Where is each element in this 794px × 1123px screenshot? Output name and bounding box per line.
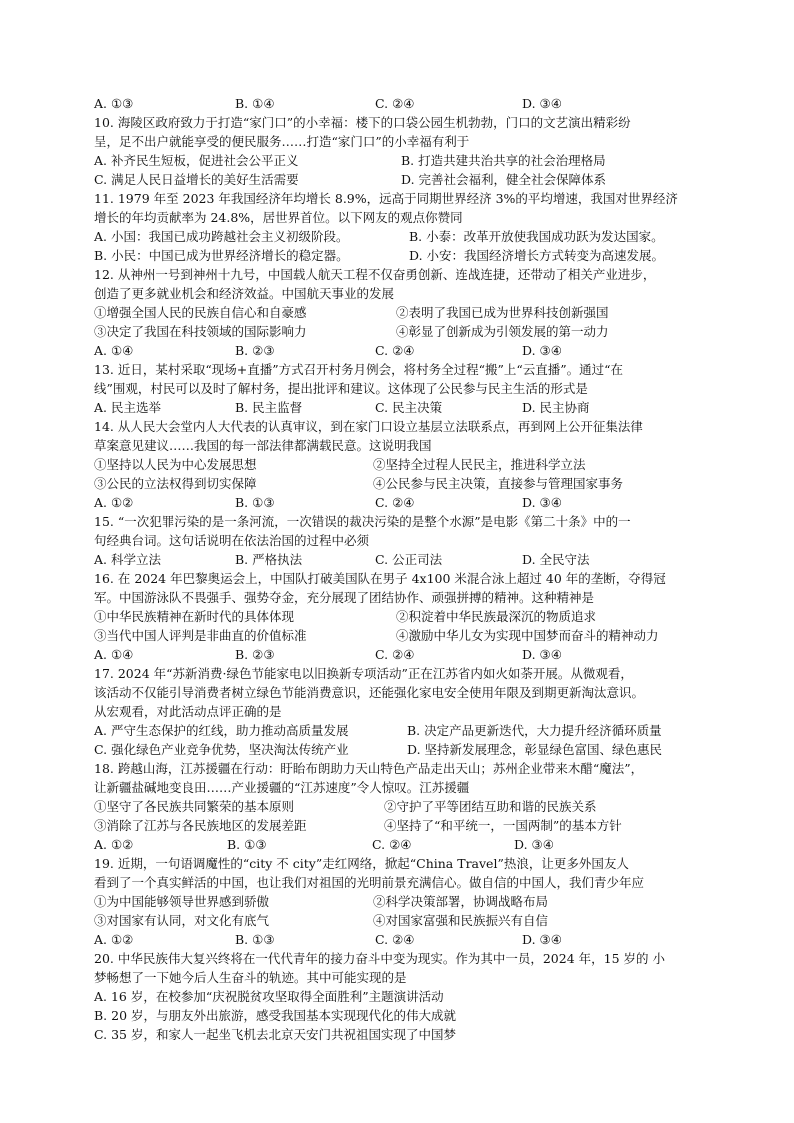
q18-option-a: A. ①② [94, 837, 134, 852]
q18-option-d: D. ③④ [514, 837, 554, 852]
q14-stem-line-1: 14. 从人民大会堂内人大代表的认真审议，到在家门口设立基层立法联系点，再到网上公开征集法律 [94, 419, 643, 434]
q20-option-b: B. 20 岁，与朋友外出旅游，感受我国基本实现现代化的伟大成就 [94, 1008, 457, 1023]
q13-stem-line-1: 13. 近日，某村采取“现场+直播”方式召开村务月例会，将村务全过程“搬”上“云直播”。通过“在 [94, 362, 624, 377]
q17-option-c: C. 强化绿色产业竞争优势，坚决淘汰传统产业 [94, 742, 349, 757]
q16-option-a: A. ①④ [94, 647, 134, 662]
q18-item-1: ①坚守了各民族共同繁荣的基本原则 [94, 799, 295, 814]
q19-item-4: ④对国家富强和民族振兴有自信 [373, 913, 549, 928]
q13-option-b: B. 民主监督 [235, 400, 303, 415]
q17-option-d: D. 坚持新发展理念，彰显绿色富国、绿色惠民 [407, 742, 663, 757]
q18-option-b: B. ①③ [227, 837, 267, 852]
q19-stem-line-2: 看到了一个真实鲜活的中国，也让我们对祖国的光明前景充满信心。做自信的中国人，我们青少年应 [94, 875, 645, 890]
q19-item-2: ②科学决策部署，协调战略布局 [373, 894, 549, 909]
q11-stem-line-2: 增长的年均贡献率为 24.8%，居世界首位。以下网友的观点你赞同 [94, 210, 463, 225]
q14-item-2: ②坚持全过程人民民主，推进科学立法 [373, 457, 586, 472]
q16-item-4: ④激励中华儿女为实现中国梦而奋斗的精神动力 [396, 628, 659, 643]
q10-option-a: A. 补齐民生短板，促进社会公平正义 [94, 153, 299, 168]
q16-item-2: ②积淀着中华民族最深沉的物质追求 [396, 609, 597, 624]
q18-option-c: C. ②④ [372, 837, 412, 852]
q9-option-d: D. ③④ [522, 96, 562, 111]
q12-option-c: C. ②④ [375, 343, 415, 358]
q18-stem-line-1: 18. 跨越山海，江苏援疆在行动：盱眙布朗助力天山特色产品走出天山；苏州企业带来木醋“魔法”， [94, 761, 644, 776]
q11-option-b: B. 小泰：改革开放使我国成功跃为发达国家。 [409, 229, 664, 244]
q17-stem-line-2: 该活动不仅能引导消费者树立绿色节能消费意识，还能强化家电安全使用年限及到期更新淘汰意识。 [94, 685, 645, 700]
q13-option-a: A. 民主选举 [94, 400, 161, 415]
q15-option-d: D. 全民守法 [522, 552, 590, 567]
q20-option-c: C. 35 岁，和家人一起坐飞机去北京天安门共祝祖国实现了中国梦 [94, 1027, 456, 1042]
q14-item-1: ①坚持以人民为中心发展思想 [94, 457, 257, 472]
q20-stem-line-2: 梦畅想了一下她今后人生奋斗的轨迹。其中可能实现的是 [94, 970, 407, 985]
q19-stem-line-1: 19. 近期，一句语调魔性的“city 不 city”走红网络，掀起“China Travel”热浪，让更多外国友人 [94, 856, 629, 871]
q18-item-3: ③消除了江苏与各民族地区的发展差距 [94, 818, 307, 833]
q14-option-c: C. ②④ [375, 495, 415, 510]
q12-option-a: A. ①④ [94, 343, 134, 358]
q13-option-c: C. 民主决策 [375, 400, 443, 415]
q14-stem-line-2: 草案意见建议……我国的每一部法律都满载民意。这说明我国 [94, 438, 432, 453]
q10-option-b: B. 打造共建共治共享的社会治理格局 [401, 153, 606, 168]
q19-item-3: ③对国家有认同，对文化有底气 [94, 913, 270, 928]
q12-option-b: B. ②③ [235, 343, 275, 358]
q12-option-d: D. ③④ [522, 343, 562, 358]
q11-option-d: D. 小安：我国经济增长方式转变为高速发展。 [409, 248, 665, 263]
q18-item-4: ④坚持了“和平统一，一国两制”的基本方针 [384, 818, 622, 833]
q14-item-4: ④公民参与民主决策，直接参与管理国家事务 [373, 476, 624, 491]
q18-item-2: ②守护了平等团结互助和谐的民族关系 [384, 799, 597, 814]
q14-option-b: B. ①③ [235, 495, 275, 510]
q12-stem-line-1: 12. 从神州一号到神州十九号，中国载人航天工程不仅奋勇创新、连战连捷，还带动了相关产业进步， [94, 267, 656, 282]
q9-option-c: C. ②④ [375, 96, 415, 111]
q10-stem-line-2: 呈，足不出户就能享受的便民服务……打造“家门口”的小幸福有利于 [94, 134, 470, 149]
q11-option-a: A. 小国：我国已成功跨越社会主义初级阶段。 [94, 229, 349, 244]
q19-option-b: B. ①③ [235, 932, 275, 947]
q19-option-c: C. ②④ [375, 932, 415, 947]
q14-option-d: D. ③④ [522, 495, 562, 510]
q19-option-a: A. ①② [94, 932, 134, 947]
q9-option-b: B. ①④ [235, 96, 275, 111]
q14-item-3: ③公民的立法权得到切实保障 [94, 476, 257, 491]
q17-stem-line-3: 从宏观看，对此活动点评正确的是 [94, 704, 282, 719]
q15-stem-line-2: 句经典台词。这句话说明在依法治国的过程中必须 [94, 533, 370, 548]
q16-option-b: B. ②③ [235, 647, 275, 662]
q17-stem-line-1: 17. 2024 年“苏新消费·绿色节能家电以旧换新专项活动”正在江苏省内如火如荼开展。从微观看， [94, 666, 633, 681]
q10-option-c: C. 满足人民日益增长的美好生活需要 [94, 172, 299, 187]
q16-option-c: C. ②④ [375, 647, 415, 662]
q17-option-b: B. 决定产品更新迭代，大力提升经济循环质量 [407, 723, 662, 738]
q13-option-d: D. 民主协商 [522, 400, 590, 415]
q12-stem-line-2: 创造了更多就业机会和经济效益。中国航天事业的发展 [94, 286, 395, 301]
q12-item-1: ①增强全国人民的民族自信心和自豪感 [94, 305, 307, 320]
q11-stem-line-1: 11. 1979 年至 2023 年我国经济年均增长 8.9%，远高于同期世界经济 3%的平均增速，我国对世界经济 [94, 191, 678, 206]
q16-item-1: ①中华民族精神在新时代的具体体现 [94, 609, 295, 624]
q16-stem-line-1: 16. 在 2024 年巴黎奥运会上，中国队打破美国队在男子 4x100 米混合泳上超过 40 年的垄断，夺得冠 [94, 571, 666, 586]
q19-option-d: D. ③④ [522, 932, 562, 947]
q10-option-d: D. 完善社会福利，健全社会保障体系 [401, 172, 607, 187]
q20-stem-line-1: 20. 中华民族伟大复兴终将在一代代青年的接力奋斗中变为现实。作为其中一员，2024 年，15 岁的 小 [94, 951, 665, 966]
q20-option-a: A. 16 岁，在校参加“庆祝脱贫攻坚取得全面胜利”主题演讲活动 [94, 989, 444, 1004]
q12-item-2: ②表明了我国已成为世界科技创新强国 [396, 305, 609, 320]
q15-option-a: A. 科学立法 [94, 552, 161, 567]
q10-stem-line-1: 10. 海陵区政府致力于打造“家门口”的小幸福：楼下的口袋公园生机勃勃，门口的文艺演出精彩纷 [94, 115, 631, 130]
q16-option-d: D. ③④ [522, 647, 562, 662]
q15-option-b: B. 严格执法 [235, 552, 303, 567]
q17-option-a: A. 严守生态保护的红线，助力推动高质量发展 [94, 723, 349, 738]
q18-stem-line-2: 让新疆盐碱地变良田……产业援疆的“江苏速度”令人惊叹。江苏援疆 [94, 780, 470, 795]
q16-stem-line-2: 军。中国游泳队不畏强手、强势夺金，充分展现了团结协作、顽强拼搏的精神。这种精神是 [94, 590, 595, 605]
q11-option-c: B. 小民：中国已成为世界经济增长的稳定器。 [94, 248, 349, 263]
q15-stem-line-1: 15. “一次犯罪污染的是一条河流，一次错误的裁决污染的是整个水源”是电影《第二十条》中的一 [94, 514, 631, 529]
q15-option-c: C. 公正司法 [375, 552, 443, 567]
q14-option-a: A. ①② [94, 495, 134, 510]
q19-item-1: ①为中国能够领导世界感到骄傲 [94, 894, 270, 909]
q12-item-4: ④彰显了创新成为引领发展的第一动力 [396, 324, 609, 339]
q12-item-3: ③决定了我国在科技领域的国际影响力 [94, 324, 307, 339]
q13-stem-line-2: 线”围观，村民可以及时了解村务，提出批评和建议。这体现了公民参与民主生活的形式是 [94, 381, 588, 396]
q16-item-3: ③当代中国人评判是非曲直的价值标准 [94, 628, 307, 643]
q9-option-a: A. ①③ [94, 96, 134, 111]
